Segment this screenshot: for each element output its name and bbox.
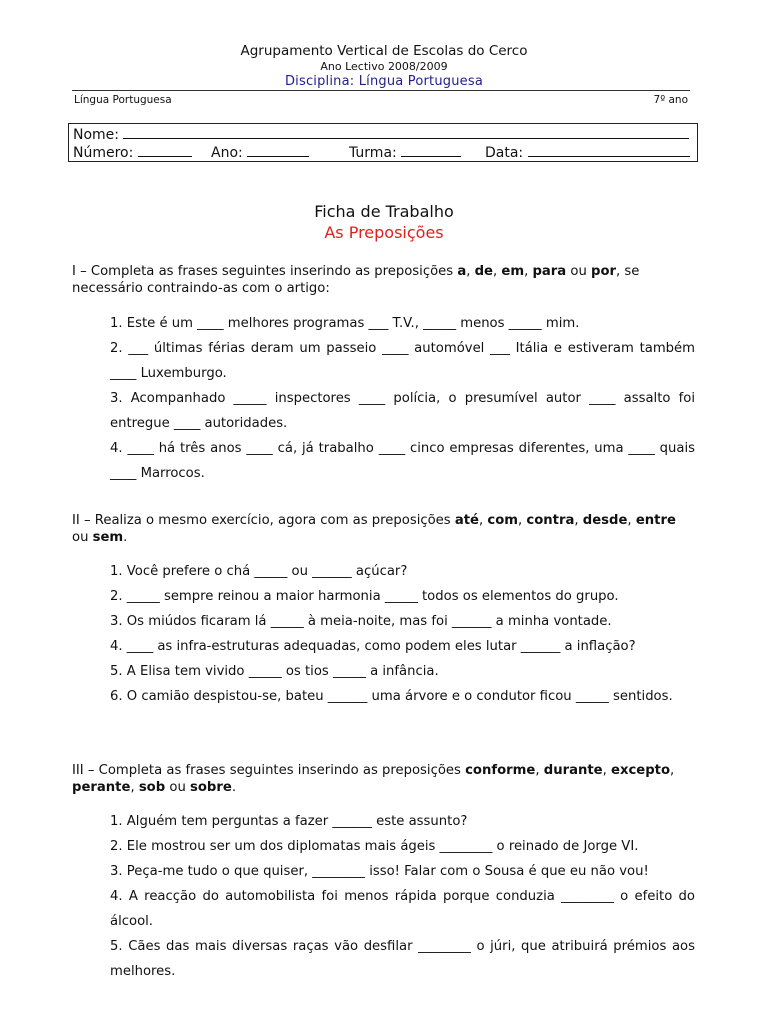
number-label: Número: <box>73 145 134 161</box>
name-blank[interactable] <box>123 125 689 139</box>
item-sentence: Alguém tem perguntas a fazer ______ este assunto? <box>126 814 468 829</box>
instruction-text: , <box>627 513 636 528</box>
item-sentence: ____ há três anos ____ cá, já trabalho ____ cinco empresas diferentes, uma ____ quais ____ Marrocos. <box>110 441 695 481</box>
preposition-keyword: entre <box>635 513 676 528</box>
name-field[interactable] <box>73 125 689 144</box>
item-number: 4. <box>110 441 128 456</box>
preposition-keyword: sob <box>138 779 166 795</box>
item-sentence: Acompanhado _____ inspectores ____ polícia, o presumível autor ____ assalto foi entregue ____ autoridades. <box>110 391 695 431</box>
instruction-text: . <box>123 529 128 545</box>
exercise-item <box>110 934 695 984</box>
preposition-keyword: com <box>487 513 519 528</box>
instruction-text: ou <box>72 529 93 545</box>
exercise-item <box>110 311 695 336</box>
instruction-text: , <box>670 763 675 778</box>
section-3-items <box>110 809 695 984</box>
item-number: 3. <box>110 391 131 406</box>
exercise-item <box>110 336 695 386</box>
item-sentence: Cães das mais diversas raças vão desfilar ________ o júri, que atribuirá prémios aos melhores. <box>110 939 695 979</box>
exercise-item <box>110 609 695 634</box>
item-number: 1. <box>110 316 127 331</box>
item-number: 2. <box>110 341 129 356</box>
year-field[interactable] <box>211 143 309 162</box>
item-sentence: A reacção do automobilista foi menos rápida porque conduzia ________ o efeito do álcool. <box>110 889 696 929</box>
section-2-instruction <box>72 513 692 546</box>
item-number: 3. <box>110 614 127 629</box>
instruction-text: , <box>602 763 612 778</box>
class-field[interactable] <box>349 143 461 162</box>
exercise-item <box>110 809 695 834</box>
instruction-text: , <box>535 763 544 778</box>
name-label: Nome: <box>73 127 120 143</box>
preposition-keyword: sem <box>92 529 124 545</box>
preposition-keyword: sobre <box>190 779 232 795</box>
grade-label: 7º ano <box>653 94 688 106</box>
instruction-text: , <box>524 264 533 279</box>
item-number: 4. <box>110 639 127 654</box>
section-2-items <box>110 559 695 709</box>
discipline: Disciplina: Língua Portuguesa <box>284 74 484 89</box>
subject-label: Língua Portuguesa <box>74 94 172 106</box>
item-sentence: _____ sempre reinou a maior harmonia _____ todos os elementos do grupo. <box>126 589 619 604</box>
preposition-keyword: a <box>457 264 467 279</box>
preposition-keyword: perante <box>72 779 131 795</box>
instruction-text: , <box>466 264 475 279</box>
exercise-item <box>110 436 695 486</box>
item-sentence: Os miúdos ficaram lá _____ à meia-noite, mas foi ______ a minha vontade. <box>126 614 612 629</box>
preposition-keyword: até <box>454 513 480 528</box>
exercise-item <box>110 834 695 859</box>
exercise-item <box>110 634 695 659</box>
preposition-keyword: para <box>532 264 567 279</box>
item-sentence: ____ as infra-estruturas adequadas, como podem eles lutar ______ a inflação? <box>126 639 636 654</box>
student-id-box <box>68 123 698 162</box>
item-number: 1. <box>110 564 127 579</box>
item-sentence: A Elisa tem vivido _____ os tios _____ a infância. <box>126 664 439 679</box>
class-label: Turma: <box>349 145 397 161</box>
item-number: 2. <box>110 839 127 854</box>
exercise-item <box>110 659 695 684</box>
school-year: Ano Lectivo 2008/2009 <box>320 60 448 73</box>
exercise-item <box>110 559 695 584</box>
section-1-instruction <box>72 264 692 297</box>
instruction-text: , <box>130 779 139 795</box>
preposition-keyword: durante <box>543 763 603 778</box>
preposition-keyword: desde <box>582 513 628 528</box>
instruction-text: ou <box>566 264 592 279</box>
preposition-keyword: por <box>591 264 617 279</box>
instruction-text: , <box>574 513 583 528</box>
item-sentence: Ele mostrou ser um dos diplomatas mais ágeis ________ o reinado de Jorge VI. <box>126 839 639 854</box>
instruction-text: , <box>493 264 502 279</box>
instruction-text: I – Completa as frases seguintes inserindo as preposições <box>72 264 458 279</box>
worksheet-title: Ficha de Trabalho <box>314 202 454 221</box>
exercise-item <box>110 884 695 934</box>
item-number: 5. <box>110 664 127 679</box>
year-label: Ano: <box>211 145 243 161</box>
exercise-item <box>110 684 695 709</box>
item-number: 1. <box>110 814 127 829</box>
section-1-items <box>110 311 695 486</box>
preposition-keyword: em <box>501 264 525 279</box>
item-sentence: O camião despistou-se, bateu ______ uma árvore e o condutor ficou _____ sentidos. <box>126 689 673 704</box>
number-blank[interactable] <box>138 143 192 157</box>
preposition-keyword: contra <box>526 513 575 528</box>
instruction-text: , <box>518 513 527 528</box>
item-number: 6. <box>110 689 127 704</box>
exercise-item <box>110 584 695 609</box>
year-blank[interactable] <box>247 143 309 157</box>
date-field[interactable] <box>485 143 690 162</box>
item-number: 5. <box>110 939 129 954</box>
instruction-text: . <box>231 779 237 795</box>
item-sentence: Peça-me tudo o que quiser, ________ isso! Falar com o Sousa é que eu não vou! <box>126 864 649 879</box>
item-number: 2. <box>110 589 127 604</box>
exercise-item <box>110 386 695 436</box>
exercise-item <box>110 859 695 884</box>
date-blank[interactable] <box>528 143 690 157</box>
section-3-instruction <box>72 763 692 796</box>
item-sentence: Este é um ____ melhores programas ___ T.V., _____ menos _____ mim. <box>126 316 580 331</box>
item-sentence: ___ últimas férias deram um passeio ____ automóvel ___ Itália e estiveram também ____ Luxemburgo. <box>110 341 695 381</box>
date-label: Data: <box>485 145 524 161</box>
instruction-text: ou <box>165 779 190 795</box>
item-number: 3. <box>110 864 127 879</box>
item-number: 4. <box>110 889 129 904</box>
preposition-keyword: conforme <box>465 763 536 778</box>
class-blank[interactable] <box>401 143 461 157</box>
instruction-text: , <box>479 513 488 528</box>
instruction-text: III – Completa as frases seguintes inserindo as preposições <box>72 763 466 778</box>
instruction-text: , se necessário contraindo-as com o artigo: <box>72 264 640 296</box>
instruction-text: II – Realiza o mesmo exercício, agora com as preposições <box>72 513 455 528</box>
subheader-line <box>72 90 690 107</box>
preposition-keyword: excepto <box>611 763 671 778</box>
school-name: Agrupamento Vertical de Escolas do Cerco <box>240 43 528 59</box>
item-sentence: Você prefere o chá _____ ou ______ açúcar? <box>126 564 408 579</box>
preposition-keyword: de <box>474 264 493 279</box>
worksheet-subtitle: As Preposições <box>324 223 444 242</box>
number-field[interactable] <box>73 143 192 162</box>
